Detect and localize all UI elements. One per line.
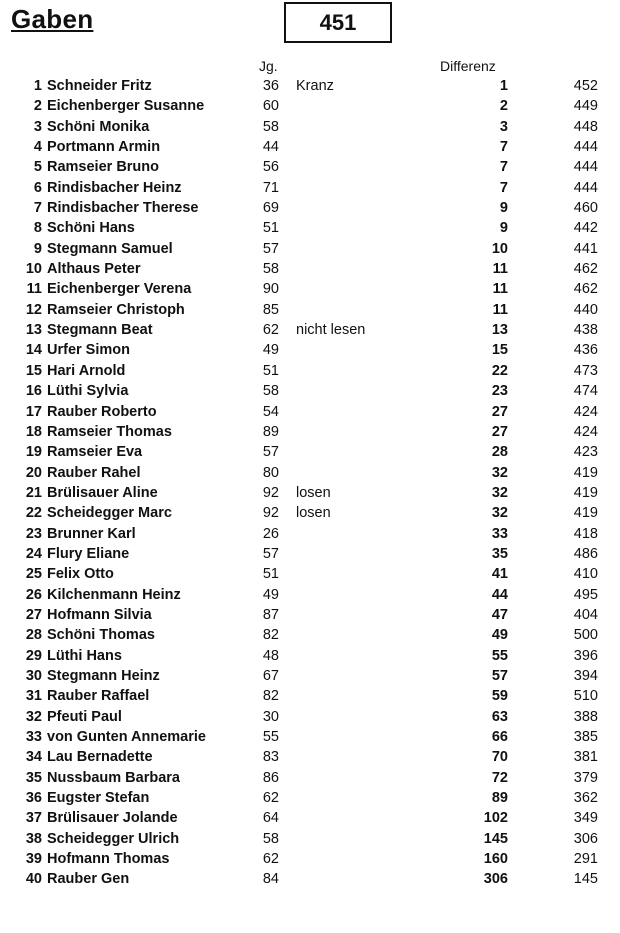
table-row	[0, 483, 620, 503]
row-score: 419	[573, 484, 598, 501]
row-rank: 37	[25, 810, 42, 827]
row-birth-year: 51	[262, 220, 279, 237]
row-rank: 40	[25, 871, 42, 888]
row-difference: 57	[491, 667, 508, 684]
row-rank: 15	[25, 362, 42, 379]
table-row	[0, 381, 620, 401]
row-note: Kranz	[296, 78, 334, 94]
row-birth-year: 57	[262, 240, 279, 257]
row-difference: 32	[491, 505, 508, 522]
table-row	[0, 137, 620, 157]
row-difference: 9	[499, 220, 508, 237]
table-row	[0, 361, 620, 381]
row-score: 460	[573, 200, 598, 217]
row-name: Stegmann Beat	[47, 322, 153, 339]
row-difference: 7	[499, 179, 508, 196]
row-score: 500	[573, 627, 598, 644]
row-name: Schneider Fritz	[47, 78, 152, 94]
row-birth-year: 92	[262, 505, 279, 522]
row-birth-year: 86	[262, 769, 279, 786]
table-row	[0, 239, 620, 259]
row-birth-year: 44	[262, 139, 279, 156]
row-score: 442	[573, 220, 598, 237]
table-row	[0, 829, 620, 849]
row-name: Schöni Hans	[47, 220, 135, 237]
table-row	[0, 503, 620, 523]
row-name: Rauber Gen	[47, 871, 130, 888]
row-difference: 89	[491, 790, 508, 807]
table-row	[0, 76, 620, 96]
row-name: Rauber Roberto	[47, 403, 157, 420]
row-score: 440	[573, 301, 598, 318]
row-name: Ramseier Bruno	[47, 159, 160, 176]
row-difference: 33	[491, 525, 508, 542]
row-birth-year: 55	[262, 729, 279, 745]
row-birth-year: 80	[262, 464, 279, 481]
row-score: 486	[573, 545, 598, 562]
row-birth-year: 58	[262, 383, 279, 400]
row-rank: 33	[25, 729, 42, 745]
row-difference: 32	[491, 464, 508, 481]
table-row	[0, 422, 620, 442]
table-row	[0, 117, 620, 137]
row-rank: 29	[25, 647, 42, 664]
row-score: 419	[573, 505, 598, 522]
row-difference: 13	[491, 322, 508, 339]
row-score: 379	[573, 769, 598, 786]
row-name: Kilchenmann Heinz	[47, 586, 181, 603]
row-score: 462	[573, 261, 598, 278]
row-difference: 9	[499, 200, 508, 217]
row-birth-year: 56	[262, 159, 279, 176]
row-score: 424	[573, 403, 598, 420]
row-name: Eugster Stefan	[47, 790, 150, 807]
row-score: 444	[573, 179, 598, 196]
row-rank: 27	[25, 606, 42, 623]
table-row	[0, 666, 620, 686]
row-difference: 11	[492, 301, 508, 318]
row-rank: 7	[33, 200, 42, 217]
row-score: 381	[573, 749, 598, 766]
row-birth-year: 51	[262, 566, 279, 583]
row-birth-year: 87	[262, 606, 279, 623]
table-row	[0, 463, 620, 483]
row-name: Schöni Thomas	[47, 627, 155, 644]
row-rank: 26	[25, 586, 42, 603]
row-name: Stegmann Heinz	[47, 667, 160, 684]
row-birth-year: 67	[262, 667, 279, 684]
row-rank: 34	[25, 749, 42, 766]
row-difference: 1	[499, 78, 508, 94]
row-score: 462	[573, 281, 598, 298]
row-score: 291	[573, 851, 598, 868]
row-difference: 7	[499, 159, 508, 176]
row-birth-year: 71	[262, 179, 279, 196]
row-name: Pfeuti Paul	[47, 708, 122, 725]
row-name: Rauber Raffael	[47, 688, 150, 705]
row-score: 388	[573, 708, 598, 725]
table-row	[0, 544, 620, 564]
row-note: losen	[296, 484, 331, 501]
row-score: 418	[573, 525, 598, 542]
row-rank: 8	[33, 220, 42, 237]
row-rank: 14	[25, 342, 42, 359]
table-row	[0, 564, 620, 584]
row-rank: 11	[26, 281, 42, 298]
row-difference: 49	[491, 627, 508, 644]
row-rank: 2	[33, 98, 42, 115]
row-name: Althaus Peter	[47, 261, 141, 278]
row-difference: 3	[499, 118, 508, 135]
row-birth-year: 82	[262, 627, 279, 644]
row-difference: 35	[491, 545, 508, 562]
row-difference: 44	[491, 586, 508, 603]
table-row	[0, 524, 620, 544]
row-difference: 145	[483, 830, 508, 847]
row-name: Hofmann Silvia	[47, 606, 152, 623]
row-name: Scheidegger Ulrich	[47, 830, 180, 847]
row-score: 396	[573, 647, 598, 664]
row-birth-year: 58	[262, 261, 279, 278]
row-score: 404	[573, 606, 598, 623]
row-rank: 24	[25, 545, 42, 562]
row-rank: 1	[33, 78, 42, 94]
table-row	[0, 768, 620, 788]
table-row	[0, 218, 620, 238]
row-rank: 35	[25, 769, 42, 786]
row-rank: 4	[33, 139, 42, 156]
row-birth-year: 58	[262, 118, 279, 135]
row-name: von Gunten Annemarie	[47, 729, 206, 745]
row-difference: 160	[483, 851, 508, 868]
table-row	[0, 625, 620, 645]
table-row	[0, 442, 620, 462]
row-rank: 13	[25, 322, 42, 339]
row-name: Rindisbacher Therese	[47, 200, 199, 217]
table-row	[0, 96, 620, 116]
row-birth-year: 90	[262, 281, 279, 298]
row-birth-year: 48	[262, 647, 279, 664]
table-row	[0, 605, 620, 625]
row-name: Felix Otto	[47, 566, 114, 583]
row-name: Scheidegger Marc	[47, 505, 172, 522]
row-rank: 36	[25, 790, 42, 807]
row-birth-year: 84	[262, 871, 279, 888]
row-difference: 63	[491, 708, 508, 725]
row-rank: 31	[25, 688, 42, 705]
row-name: Stegmann Samuel	[47, 240, 173, 257]
row-difference: 306	[483, 871, 508, 888]
row-birth-year: 54	[262, 403, 279, 420]
row-score: 436	[573, 342, 598, 359]
row-birth-year: 58	[262, 830, 279, 847]
row-birth-year: 60	[262, 98, 279, 115]
table-row	[0, 646, 620, 666]
row-birth-year: 62	[262, 790, 279, 807]
row-difference: 66	[491, 729, 508, 745]
row-rank: 10	[25, 261, 42, 278]
table-row	[0, 869, 620, 889]
row-difference: 22	[491, 362, 508, 379]
row-rank: 16	[25, 383, 42, 400]
row-rank: 30	[25, 667, 42, 684]
row-score: 423	[573, 444, 598, 461]
row-rank: 12	[25, 301, 42, 318]
row-name: Ramseier Eva	[47, 444, 143, 461]
row-score: 306	[573, 830, 598, 847]
row-score: 474	[573, 383, 598, 400]
row-birth-year: 51	[262, 362, 279, 379]
row-name: Urfer Simon	[47, 342, 130, 359]
row-note: losen	[296, 505, 331, 522]
row-score: 449	[573, 98, 598, 115]
row-score: 362	[573, 790, 598, 807]
row-rank: 28	[25, 627, 42, 644]
row-rank: 18	[25, 423, 42, 440]
row-birth-year: 69	[262, 200, 279, 217]
row-score: 410	[573, 566, 598, 583]
row-name: Brülisauer Jolande	[47, 810, 178, 827]
row-difference: 70	[491, 749, 508, 766]
column-header-differenz: Differenz	[440, 58, 496, 74]
table-row	[0, 402, 620, 422]
row-birth-year: 26	[262, 525, 279, 542]
row-difference: 55	[491, 647, 508, 664]
row-difference: 47	[491, 606, 508, 623]
table-row	[0, 727, 620, 747]
row-name: Ramseier Thomas	[47, 423, 172, 440]
row-difference: 27	[491, 403, 508, 420]
table-row	[0, 585, 620, 605]
row-name: Brunner Karl	[47, 525, 136, 542]
row-name: Lüthi Sylvia	[47, 383, 129, 400]
row-rank: 19	[25, 444, 42, 461]
row-birth-year: 85	[262, 301, 279, 318]
row-difference: 23	[491, 383, 508, 400]
row-name: Eichenberger Verena	[47, 281, 192, 298]
table-row	[0, 707, 620, 727]
row-birth-year: 49	[262, 586, 279, 603]
row-rank: 23	[25, 525, 42, 542]
row-difference: 102	[483, 810, 508, 827]
table-row	[0, 747, 620, 767]
table-row	[0, 788, 620, 808]
row-rank: 3	[33, 118, 42, 135]
row-score: 349	[573, 810, 598, 827]
row-name: Hari Arnold	[47, 362, 126, 379]
row-rank: 25	[25, 566, 42, 583]
row-name: Hofmann Thomas	[47, 851, 170, 868]
table-row	[0, 808, 620, 828]
row-score: 510	[573, 688, 598, 705]
row-difference: 2	[499, 98, 508, 115]
row-score: 438	[573, 322, 598, 339]
row-rank: 38	[25, 830, 42, 847]
target-number-box: 451	[284, 2, 392, 43]
column-header-jg: Jg.	[259, 58, 278, 74]
table-row	[0, 849, 620, 869]
row-rank: 17	[25, 403, 42, 420]
row-difference: 59	[491, 688, 508, 705]
table-row	[0, 279, 620, 299]
row-rank: 21	[25, 484, 42, 501]
row-rank: 20	[25, 464, 42, 481]
row-birth-year: 62	[262, 322, 279, 339]
row-birth-year: 49	[262, 342, 279, 359]
row-name: Flury Eliane	[47, 545, 130, 562]
row-name: Brülisauer Aline	[47, 484, 158, 501]
table-row	[0, 259, 620, 279]
row-score: 444	[573, 139, 598, 156]
row-difference: 72	[491, 769, 508, 786]
row-rank: 5	[33, 159, 42, 176]
table-row	[0, 340, 620, 360]
row-rank: 39	[25, 851, 42, 868]
row-birth-year: 57	[262, 545, 279, 562]
row-name: Rindisbacher Heinz	[47, 179, 182, 196]
row-score: 419	[573, 464, 598, 481]
row-difference: 41	[491, 566, 508, 583]
row-difference: 28	[491, 444, 508, 461]
row-difference: 27	[491, 423, 508, 440]
row-name: Nussbaum Barbara	[47, 769, 180, 786]
row-difference: 15	[491, 342, 508, 359]
page-title: Gaben	[11, 4, 94, 34]
table-row	[0, 157, 620, 177]
row-score: 448	[573, 118, 598, 135]
row-difference: 11	[492, 281, 508, 298]
row-name: Ramseier Christoph	[47, 301, 185, 318]
row-birth-year: 92	[262, 484, 279, 501]
row-name: Schöni Monika	[47, 118, 150, 135]
row-difference: 7	[499, 139, 508, 156]
row-birth-year: 64	[262, 810, 279, 827]
row-score: 145	[573, 871, 598, 888]
row-difference: 10	[491, 240, 508, 257]
row-score: 444	[573, 159, 598, 176]
table-row	[0, 300, 620, 320]
row-rank: 22	[25, 505, 42, 522]
row-birth-year: 83	[262, 749, 279, 766]
row-score: 452	[573, 78, 598, 94]
results-table	[0, 76, 620, 890]
row-score: 473	[573, 362, 598, 379]
row-score: 424	[573, 423, 598, 440]
row-rank: 6	[33, 179, 42, 196]
row-name: Portmann Armin	[47, 139, 161, 156]
row-rank: 32	[25, 708, 42, 725]
row-birth-year: 57	[262, 444, 279, 461]
row-birth-year: 30	[262, 708, 279, 725]
table-row	[0, 198, 620, 218]
row-birth-year: 82	[262, 688, 279, 705]
row-difference: 11	[492, 261, 508, 278]
row-score: 495	[573, 586, 598, 603]
table-row	[0, 686, 620, 706]
row-note: nicht lesen	[296, 322, 366, 339]
row-score: 441	[573, 240, 598, 257]
row-birth-year: 36	[262, 78, 279, 94]
row-name: Lau Bernadette	[47, 749, 153, 766]
row-name: Rauber Rahel	[47, 464, 141, 481]
row-birth-year: 62	[262, 851, 279, 868]
row-score: 394	[573, 667, 598, 684]
row-name: Eichenberger Susanne	[47, 98, 205, 115]
table-row	[0, 320, 620, 340]
row-score: 385	[573, 729, 598, 745]
row-rank: 9	[33, 240, 42, 257]
row-name: Lüthi Hans	[47, 647, 122, 664]
row-difference: 32	[491, 484, 508, 501]
row-birth-year: 89	[262, 423, 279, 440]
table-row	[0, 178, 620, 198]
